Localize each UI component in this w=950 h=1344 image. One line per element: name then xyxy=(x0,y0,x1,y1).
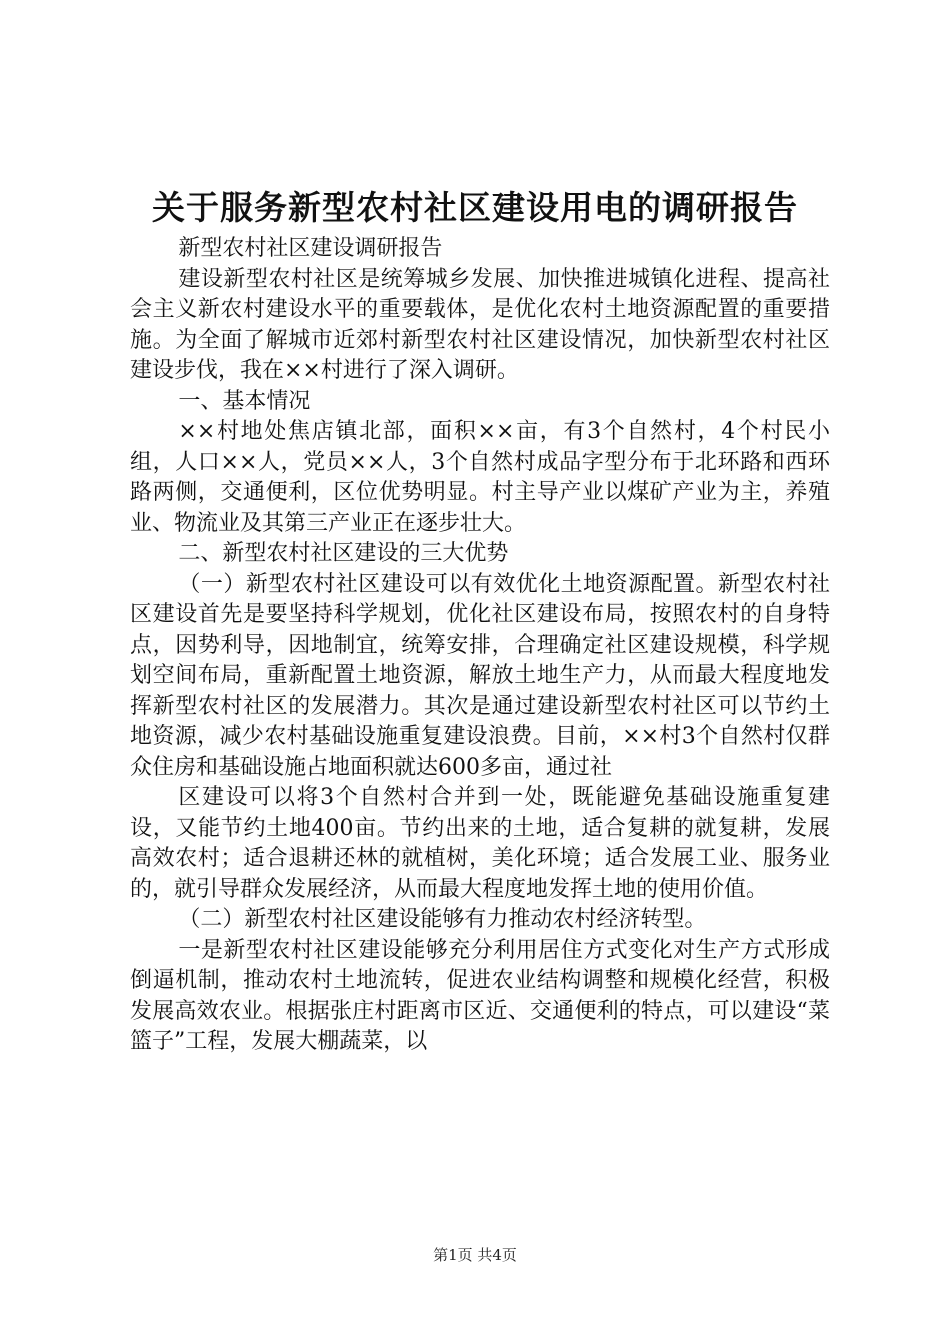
section-heading-advantages: 二、新型农村社区建设的三大优势 xyxy=(178,541,509,566)
paragraph-subtitle: 新型农村社区建设调研报告 xyxy=(178,236,443,261)
paragraph-advantage-1: （一）新型农村社区建设可以有效优化土地资源配置。新型农村社区建设首先是要坚持科学规划，优化社区建设布局，按照农村的自身特点，因势利导，因地制宜，统筹安排，合理确定社区建设规模，科学规划空间布局，重新配置土地资源，解放土地生产力，从而最大程度地发挥新型农村社区的发展潜力。其次是通过建设新型农村社区可以节约土地资源，减少农村基础设施重复建设浪费。目前，××村3个自然村仅群众住房和基础设施占地面积就达600多亩，通过社 xyxy=(130,571,830,780)
document-title: 关于服务新型农村社区建设用电的调研报告 xyxy=(152,188,798,227)
paragraph-advantage-1-cont: 区建设可以将3个自然村合并到一处，既能避免基础设施重复建设，又能节约土地400亩。节约出来的土地，适合复耕的就复耕，发展高效农村；适合退耕还林的就植树，美化环境；适合发展工业、服务业的，就引导群众发展经济，从而最大程度地发挥土地的使用价值。 xyxy=(130,785,830,902)
paragraph-advantage-2: 一是新型农村社区建设能够充分利用居住方式变化对生产方式形成倒逼机制，推动农村土地流转，促进农业结构调整和规模化经营，积极发展高效农业。根据张庄村距离市区近、交通便利的特点，可以建设“菜篮子”工程，发展大棚蔬菜，以 xyxy=(130,937,830,1054)
paragraph-intro: 建设新型农村社区是统筹城乡发展、加快推进城镇化进程、提高社会主义新农村建设水平的重要载体，是优化农村土地资源配置的重要措施。为全面了解城市近郊村新型农村社区建设情况，加快新型农村社区建设步伐，我在××村进行了深入调研。 xyxy=(130,266,830,383)
page-footer: 第1页 共4页 xyxy=(433,1246,517,1264)
section-heading-basic: 一、基本情况 xyxy=(178,388,311,414)
paragraph-basic-info: ××村地处焦店镇北部，面积××亩，有3个自然村，4个村民小组，人口××人，党员××人，3个自然村成品字型分布于北环路和西环路两侧，交通便利，区位优势明显。村主导产业以煤矿产业为主，养殖业、物流业及其第三产业正在逐步壮大。 xyxy=(130,419,830,536)
subheading-advantage-2: （二）新型农村社区建设能够有力推动农村经济转型。 xyxy=(178,907,707,932)
document-body xyxy=(130,234,830,1058)
